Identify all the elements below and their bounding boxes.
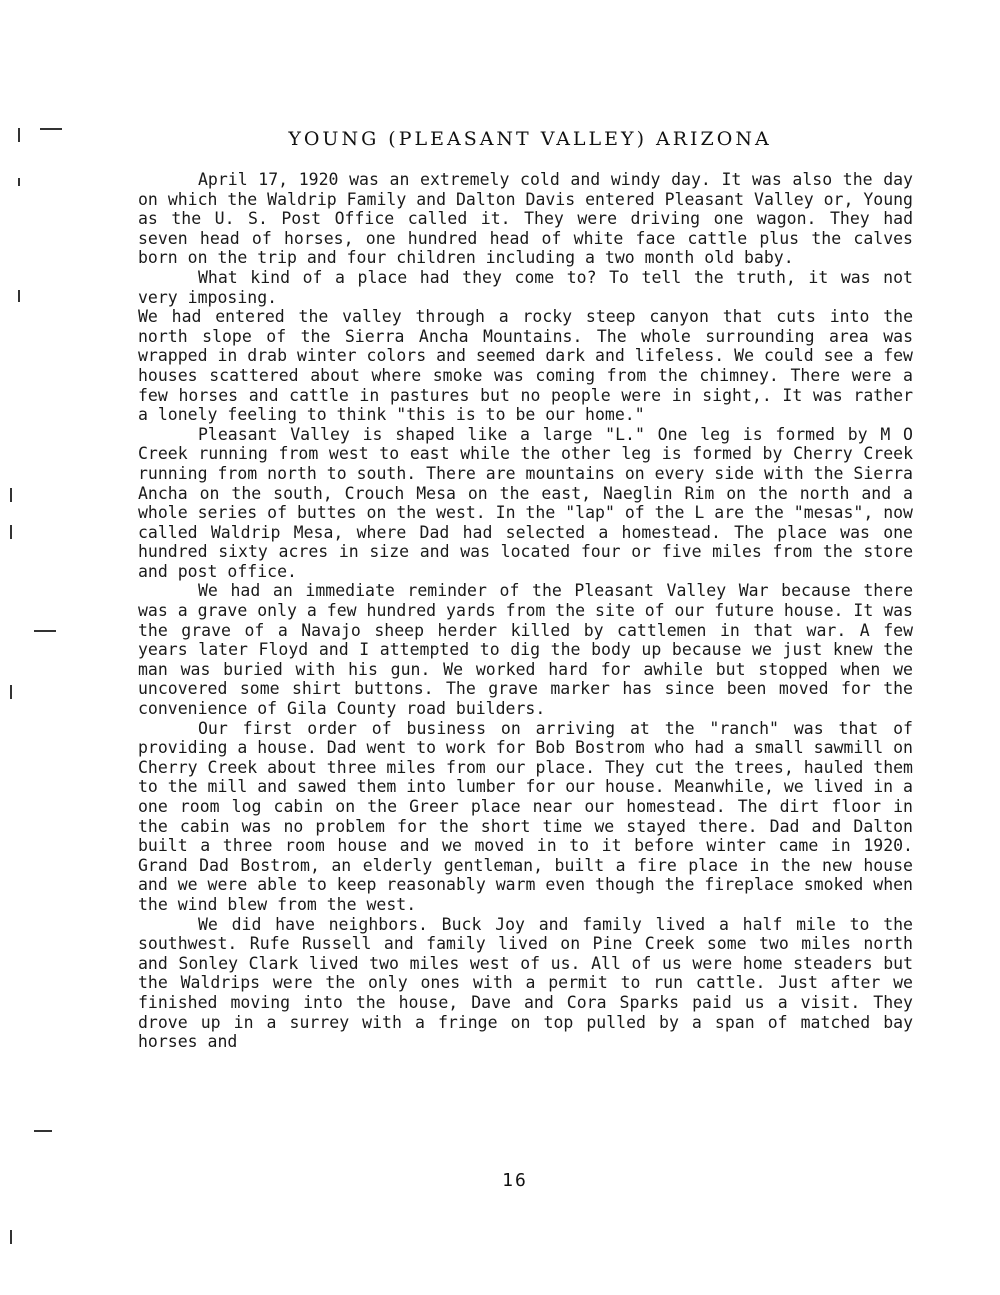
margin-mark — [10, 488, 12, 502]
margin-mark — [18, 178, 20, 186]
margin-mark — [10, 525, 12, 539]
paragraph: Pleasant Valley is shaped like a large "L." One leg is formed by M O Creek running from west to east while the other leg is formed by Cherry Creek running from north to south. There are mountains on every side with the Sierra Ancha on the south, Crouch Mesa on the east, Naeglin Rim on the north and a whole series of buttes on the west. In the "lap" of the L are the "mesas", now called Waldrip Mesa, where Dad had selected a homestead. The place was one hundred sixty acres in size and was located four or five miles from the store and post office. — [138, 424, 913, 581]
margin-mark — [18, 290, 20, 302]
margin-mark — [40, 128, 62, 130]
margin-mark — [10, 1230, 12, 1244]
margin-mark — [18, 128, 20, 142]
paragraph: What kind of a place had they come to? To tell the truth, it was not very imposing. — [138, 267, 913, 307]
body-text — [138, 170, 913, 1052]
paragraph: We had an immediate reminder of the Pleasant Valley War because there was a grave only a few hundred yards from the site of our future house. It was the grave of a Navajo sheep herder killed by cattlemen in that war. A few years later Floyd and I attempted to dig the body up because we just knew the man was buried with his gun. We worked hard for awhile but stopped when we uncovered some shirt buttons. The grave marker has since been moved for the convenience of Gila County road builders. — [138, 581, 913, 719]
margin-mark — [34, 630, 56, 632]
paragraph: We did have neighbors. Buck Joy and family lived a half mile to the southwest. Rufe Russell and family lived on Pine Creek some two miles north and Sonley Clark lived two miles west of us. All of us were home steaders but the Waldrips were the only ones with a permit to run cattle. Just after we finished moving into the house, Dave and Cora Sparks paid us a visit. They drove up in a surrey with a fringe on top pulled by a span of matched bay horses and — [138, 914, 913, 1052]
paragraph: Our first order of business on arriving at the "ranch" was that of providing a house. Dad went to work for Bob Bostrom who had a small sawmill on Cherry Creek about three miles from our place. They cut the trees, hauled them to the mill and sawed them into lumber for our house. Meanwhile, we lived in a one room log cabin on the Greer place near our homestead. The dirt floor in the cabin was no problem for the short time we stayed there. Dad and Dalton built a three room house and we moved in to it before winter came in 1920. Grand Dad Bostrom, an elderly gentleman, built a fire place in the new house and we were able to keep reasonably warm even though the fireplace smoked when the wind blew from the west. — [138, 718, 913, 914]
margin-mark — [34, 1130, 52, 1132]
page-number: 16 — [502, 1170, 528, 1191]
document-title: YOUNG (PLEASANT VALLEY) ARIZONA — [288, 128, 772, 150]
paragraph: We had entered the valley through a rocky steep canyon that cuts into the north slope of the Sierra Ancha Mountains. The whole surrounding area was wrapped in drab winter colors and seemed dark and lifeless. We could see a few houses scattered about where smoke was coming from the chimney. There were a few horses and cattle in pastures but no people were in sight,. It was rather a lonely feeling to think "this is to be our home." — [138, 307, 913, 425]
margin-mark — [10, 685, 12, 699]
paragraph: April 17, 1920 was an extremely cold and windy day. It was also the day on which the Waldrip Family and Dalton Davis entered Pleasant Valley or, Young as the U. S. Post Office called it. They were driving one wagon. They had seven head of horses, one hundred head of white face cattle plus the calves born on the trip and four children including a two month old baby. — [138, 170, 913, 268]
